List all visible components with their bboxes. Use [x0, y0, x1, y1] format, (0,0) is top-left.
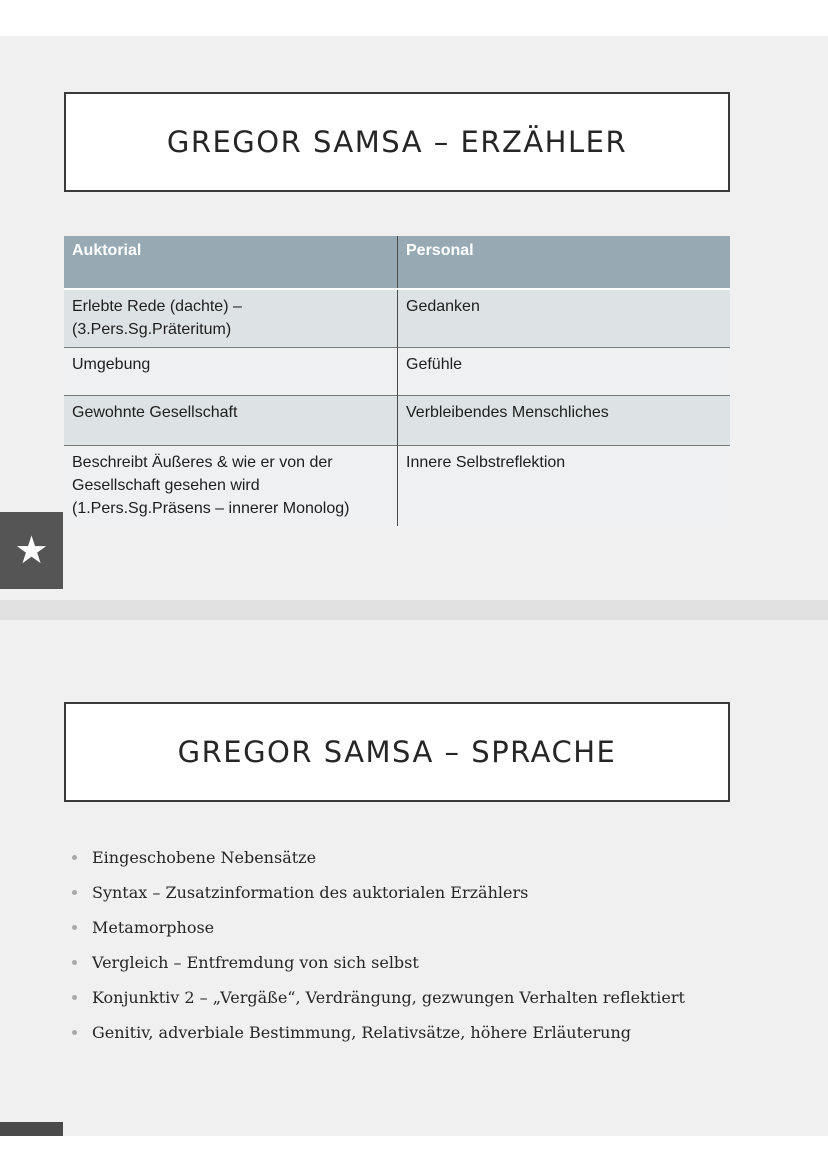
- table-row: [64, 348, 730, 396]
- slide-title: GREGOR SAMSA – ERZÄHLER: [166, 125, 628, 159]
- list-item: [70, 918, 685, 953]
- bullet-dot-icon: [72, 960, 77, 965]
- slide-title-box: [64, 702, 730, 802]
- slide-separator: [0, 600, 828, 620]
- list-item: [70, 953, 685, 988]
- list-item-text: Genitiv, adverbiale Bestimmung, Relativsätze, höhere Erläuterung: [92, 1023, 631, 1042]
- slide-erzaehler: [0, 36, 828, 600]
- list-item: [70, 883, 685, 918]
- slide-title-box: [64, 92, 730, 192]
- bullet-dot-icon: [72, 890, 77, 895]
- table-header-row: [64, 236, 730, 289]
- bullet-dot-icon: [72, 1030, 77, 1035]
- list-item: [70, 1023, 685, 1058]
- list-item-text: Konjunktiv 2 – „Vergäße“, Verdrängung, gezwungen Verhalten reflektiert: [92, 988, 685, 1007]
- favorite-button[interactable]: [0, 512, 63, 589]
- list-item: [70, 848, 685, 883]
- list-item-text: Eingeschobene Nebensätze: [92, 848, 317, 867]
- table-cell: Umgebung: [64, 348, 398, 396]
- table-cell: Verbleibendes Menschliches: [398, 396, 731, 446]
- table-cell: Gedanken: [398, 289, 731, 348]
- bullet-list: [70, 848, 685, 1058]
- table-cell: Erlebte Rede (dachte) – (3.Pers.Sg.Präteritum): [64, 289, 398, 348]
- list-item-text: Vergleich – Entfremdung von sich selbst: [92, 953, 419, 972]
- bullet-dot-icon: [72, 925, 77, 930]
- table-cell: Gefühle: [398, 348, 731, 396]
- table-row: [64, 446, 730, 527]
- table-cell: Innere Selbstreflektion: [398, 446, 731, 527]
- table-row: [64, 289, 730, 348]
- slide-sprache: [0, 620, 828, 1136]
- list-item-text: Syntax – Zusatzinformation des auktorialen Erzählers: [92, 883, 529, 902]
- narrator-table: [64, 236, 730, 526]
- slide-title: GREGOR SAMSA – SPRACHE: [177, 735, 617, 769]
- table-header-cell: Auktorial: [64, 236, 398, 289]
- bullet-dot-icon: [72, 855, 77, 860]
- bullet-dot-icon: [72, 995, 77, 1000]
- table-cell: Gewohnte Gesellschaft: [64, 396, 398, 446]
- table-header-cell: Personal: [398, 236, 731, 289]
- table-cell: Beschreibt Äußeres & wie er von der Gesellschaft gesehen wird (1.Pers.Sg.Präsens – innerer Monolog): [64, 446, 398, 527]
- bottom-tab: [0, 1122, 63, 1136]
- list-item: [70, 988, 685, 1023]
- star-icon: ★: [14, 529, 49, 572]
- list-item-text: Metamorphose: [92, 918, 215, 937]
- table-row: [64, 396, 730, 446]
